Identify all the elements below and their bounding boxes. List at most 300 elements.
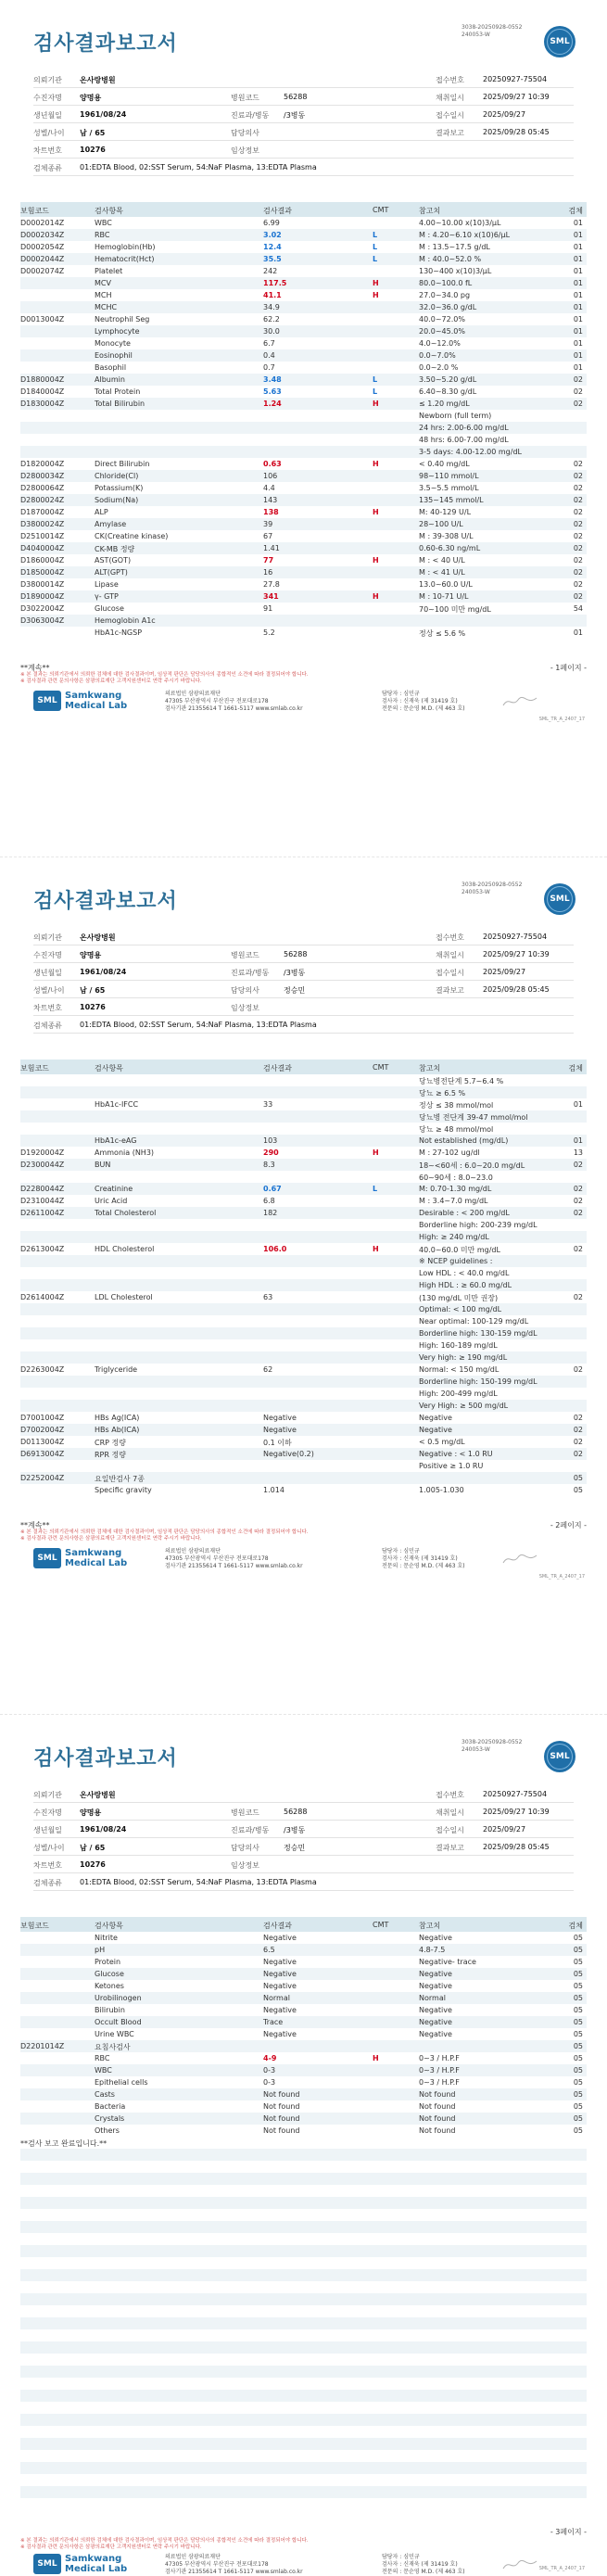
result-flag: L (373, 375, 378, 384)
table-row (20, 458, 587, 470)
test-result: 3.02 (263, 231, 282, 239)
specimen-code: 01 (573, 1100, 583, 1109)
specimen-code: 02 (573, 484, 583, 492)
table-row (20, 1992, 587, 2004)
test-name: Urobilinogen (95, 1994, 142, 2002)
insurance-code: D2611004Z (20, 1209, 65, 1217)
specimen-code: 02 (573, 1414, 583, 1422)
signatories: 담당자 : 심민규 검사자 : 신재욱 (제 31419 호) 전문의 : 문순영 M.D. (제 463 호) (382, 691, 465, 712)
test-name: HBs Ag(ICA) (95, 1414, 140, 1422)
info-label: 접수번호 (436, 76, 464, 84)
info-label: 임상정보 (231, 146, 259, 155)
test-name: HDL Cholesterol (95, 1245, 155, 1253)
specimen-code: 01 (573, 327, 583, 336)
reference-range: Not found (419, 2090, 456, 2099)
info-received: 2025/09/27 (483, 110, 526, 119)
reference-range: M : < 41 U/L (419, 568, 465, 577)
table-row (20, 301, 587, 313)
empty-row (20, 2197, 587, 2209)
test-name: Occult Blood (95, 2018, 142, 2026)
specimen-code: 05 (573, 2030, 583, 2038)
info-label: 결과보고 (436, 1844, 464, 1852)
form-code: SML_TR_A_2407_17 (538, 1574, 585, 1580)
insurance-code: D3800024Z (20, 520, 65, 528)
test-result: Not found (263, 2126, 300, 2135)
test-result: 0.4 (263, 351, 275, 360)
info-row (33, 963, 574, 981)
test-name: MCH (95, 291, 112, 299)
test-result: 8.3 (263, 1161, 275, 1169)
reference-range: 정상 ≤ 38 mmol/mol (419, 1101, 494, 1110)
info-patient: 양명용 (80, 94, 102, 102)
insurance-code: D2800024Z (20, 496, 65, 504)
specimen-code: 02 (573, 592, 583, 601)
test-name: WBC (95, 219, 112, 227)
reference-range: M : 10-71 U/L (419, 592, 469, 601)
info-birth: 1961/08/24 (80, 1825, 127, 1834)
reference-range: 135~145 mmol/L (419, 496, 484, 504)
test-result: 1.014 (263, 1486, 285, 1494)
test-name: AST(GOT) (95, 556, 132, 565)
reference-range: 27.0~34.0 pg (419, 291, 471, 299)
info-dept: /3병동 (284, 969, 306, 977)
test-name: Casts (95, 2090, 115, 2099)
table-row (20, 1267, 587, 1279)
test-name: Ammonia (NH3) (95, 1148, 155, 1157)
specimen-code: 05 (573, 2054, 583, 2062)
result-flag: L (373, 387, 378, 396)
test-result: 67 (263, 532, 273, 540)
table-row (20, 615, 587, 627)
reference-range: High HDL : ≥ 60.0 mg/dL (419, 1281, 512, 1289)
specimen-code: 01 (573, 351, 583, 360)
table-row (20, 434, 587, 446)
test-name: Lipase (95, 580, 119, 589)
specimen-code: 05 (573, 1946, 583, 1954)
sml-logo-icon: SML (544, 883, 575, 915)
table-row (20, 313, 587, 325)
table-row (20, 1448, 587, 1460)
test-name: MCV (95, 279, 111, 287)
test-result: 106.0 (263, 1245, 287, 1253)
info-receipt_no: 20250927-75504 (483, 1790, 548, 1798)
table-row (20, 1123, 587, 1135)
empty-row (20, 2329, 587, 2341)
specimen-code: 05 (573, 2114, 583, 2123)
table-row (20, 1135, 587, 1147)
insurance-code: D1890004Z (20, 592, 65, 601)
test-name: Neutrophil Seg (95, 315, 150, 324)
empty-row (20, 2366, 587, 2378)
specimen-code: 05 (573, 2042, 583, 2050)
empty-row (20, 2161, 587, 2173)
test-name: MCHC (95, 303, 118, 311)
patient-info (33, 928, 574, 1034)
table-row (20, 1171, 587, 1183)
reference-range: 18~<60세 : 6.0~20.0 mg/dL (419, 1161, 525, 1170)
test-result: 242 (263, 267, 278, 275)
reference-range: < 0.40 mg/dL (419, 460, 470, 468)
test-result: 63 (263, 1293, 273, 1301)
specimen-code: 13 (573, 1148, 583, 1157)
test-result: 4-9 (263, 2054, 277, 2062)
lab-address: 의료법인 삼광의료재단 47305 부산광역시 부산진구 전포대로178 검사기관 21355614 T 1661-5117 www.smlab.co.kr (165, 2554, 303, 2575)
sml-logo-icon: SML (33, 1548, 61, 1568)
info-institution: 온사랑병원 (80, 1791, 116, 1799)
empty-row (20, 2438, 587, 2450)
specimen-code: 05 (573, 2078, 583, 2087)
specimen-code: 01 (573, 303, 583, 311)
insurance-code: D2800064Z (20, 484, 65, 492)
test-result: 27.8 (263, 580, 280, 589)
reference-range: ≤ 1.20 mg/dL (419, 400, 470, 408)
table-row (20, 1412, 587, 1424)
table-row (20, 566, 587, 578)
specimen-code: 02 (573, 1197, 583, 1205)
reference-range: Borderline high: 130-159 mg/dL (419, 1329, 537, 1338)
test-name: Albumin (95, 375, 125, 384)
table-row (20, 277, 587, 289)
result-flag: H (373, 400, 379, 408)
insurance-code: D1840004Z (20, 387, 65, 396)
empty-row (20, 2185, 587, 2197)
test-name: Nitrite (95, 1934, 118, 1942)
info-label: 차트번호 (33, 1004, 62, 1012)
info-label: 차트번호 (33, 1861, 62, 1870)
notice-text: ※ 본 결과는 의뢰기관에서 의뢰한 검체에 대한 검사결과이며, 임상적 판단은 담당의사의 종합적인 소견에 따라 결정되어야 합니다. ※ 검사결과 관련 문의사항은 삼광의료재단 고객지원센터로 연락 주시기 바랍니다. (20, 672, 309, 684)
sml-logo-icon: SML (544, 1741, 575, 1772)
insurance-code: D0113004Z (20, 1438, 65, 1446)
notice-text: ※ 본 결과는 의뢰기관에서 의뢰한 검체에 대한 검사결과이며, 임상적 판단은 담당의사의 종합적인 소견에 따라 결정되어야 합니다. ※ 검사결과 관련 문의사항은 삼광의료재단 고객지원센터로 연락 주시기 바랍니다. (20, 2538, 309, 2550)
test-result: 16 (263, 568, 273, 577)
reference-range: Negative (419, 1970, 452, 1978)
reference-range: 28~100 U/L (419, 520, 463, 528)
table-row (20, 518, 587, 530)
reference-range: 0~3 / H.P.F (419, 2066, 460, 2075)
info-dept: /3병동 (284, 111, 306, 120)
info-row (33, 106, 574, 123)
insurance-code: D2263004Z (20, 1365, 65, 1374)
table-row (20, 554, 587, 566)
empty-row (20, 2462, 587, 2474)
table-row (20, 229, 587, 241)
results-table (20, 202, 587, 639)
table-row (20, 337, 587, 349)
specimen-code: 02 (573, 1245, 583, 1253)
insurance-code: D2201014Z (20, 2042, 65, 2050)
result-flag: H (373, 592, 379, 601)
specimen-code: 05 (573, 1934, 583, 1942)
reference-range: Borderline high: 200-239 mg/dL (419, 1221, 537, 1229)
specimen-code: 01 (573, 628, 583, 637)
empty-row (20, 2281, 587, 2293)
test-name: Creatinine (95, 1185, 133, 1193)
result-flag: H (373, 2054, 379, 2062)
reference-range: < 0.5 mg/dL (419, 1438, 465, 1446)
info-row (33, 945, 574, 963)
test-name: Lymphocyte (95, 327, 140, 336)
test-result: 4.4 (263, 484, 275, 492)
specimen-code: 02 (573, 508, 583, 516)
info-label: 검체종류 (33, 1879, 62, 1887)
reference-range: 80.0~100.0 fL (419, 279, 473, 287)
reference-range: 1.005-1.030 (419, 1486, 464, 1494)
specimen-code: 05 (573, 2066, 583, 2075)
reference-range: 32.0~36.0 g/dL (419, 303, 477, 311)
specimen-code: 01 (573, 219, 583, 227)
reference-range: 0~3 / H.P.F (419, 2078, 460, 2087)
reference-range: Negative (419, 1934, 452, 1942)
test-name: CRP 정량 (95, 1439, 126, 1447)
reference-range: Normal: < 150 mg/dL (419, 1365, 500, 1374)
specimen-code: 05 (573, 2006, 583, 2014)
test-result: Negative (263, 1426, 297, 1434)
info-label: 수진자명 (33, 951, 62, 959)
lab-name: Samkwang Medical Lab (65, 1548, 128, 1568)
test-result: 33 (263, 1100, 273, 1109)
test-result: 30.0 (263, 327, 280, 336)
info-patient: 양명용 (80, 1808, 102, 1817)
specimen-code: 05 (573, 2102, 583, 2111)
table-row (20, 2088, 587, 2100)
document-code: 3038-20250928-0552 240053-W (462, 882, 523, 895)
table-row (20, 1315, 587, 1327)
insurance-code: D1920004Z (20, 1148, 65, 1157)
test-name: HbA1c-eAG (95, 1136, 137, 1145)
table-row (20, 1255, 587, 1267)
reference-range: 40.0~72.0% (419, 315, 465, 324)
test-name: γ- GTP (95, 592, 119, 601)
reference-range: M : 3.4~7.0 mg/dL (419, 1197, 488, 1205)
continue-marker: **계속** (20, 664, 50, 672)
empty-row (20, 2426, 587, 2438)
test-result: Not found (263, 2102, 300, 2111)
reference-range: Newborn (full term) (419, 412, 492, 420)
info-label: 담당의사 (231, 1844, 259, 1852)
reference-range: 0.60-6.30 ng/mL (419, 544, 481, 552)
info-row (33, 159, 574, 176)
table-header: 보험코드 검사항목 검사결과 CMT 참고치 검체 (20, 202, 587, 217)
info-row (33, 1856, 574, 1873)
table-row (20, 578, 587, 590)
test-name: Basophil (95, 363, 127, 372)
empty-row (20, 2305, 587, 2317)
info-specimen: 01:EDTA Blood, 02:SST Serum, 54:NaF Plasma, 13:EDTA Plasma (80, 1021, 317, 1029)
reference-range: Not found (419, 2102, 456, 2111)
test-result: 341 (263, 592, 279, 601)
table-row (20, 1424, 587, 1436)
reference-range: 4.00~10.00 x(10)3/μL (419, 219, 501, 227)
table-row (20, 1472, 587, 1484)
info-row (33, 1838, 574, 1856)
empty-row (20, 2269, 587, 2281)
info-row (33, 1803, 574, 1821)
table-row (20, 494, 587, 506)
info-label: 진료과/병동 (231, 111, 270, 120)
empty-row (20, 2498, 587, 2510)
table-row (20, 1074, 587, 1086)
info-label: 검체종류 (33, 1022, 62, 1030)
test-result: Not found (263, 2114, 300, 2123)
info-hospital_code: 56288 (284, 950, 308, 958)
table-row (20, 1339, 587, 1351)
table-row (20, 1944, 587, 1956)
test-result: 12.4 (263, 243, 282, 251)
table-row (20, 1932, 587, 1944)
empty-row (20, 2390, 587, 2402)
info-receipt_no: 20250927-75504 (483, 75, 548, 83)
reference-range: Very High: ≥ 500 mg/dL (419, 1402, 509, 1410)
test-result: 182 (263, 1209, 278, 1217)
test-name: Hematocrit(Hct) (95, 255, 155, 263)
insurance-code: D2252004Z (20, 1474, 65, 1482)
result-flag: H (373, 556, 379, 565)
table-row (20, 1086, 587, 1098)
report-title: 검사결과보고서 (33, 32, 178, 56)
reference-range: 4.0~12.0% (419, 339, 461, 348)
test-result: 5.2 (263, 628, 275, 637)
test-name: Total Protein (95, 387, 141, 396)
test-result: Negative(0.2) (263, 1450, 314, 1458)
info-label: 병원코드 (231, 94, 259, 102)
table-row (20, 1436, 587, 1448)
specimen-code: 02 (573, 1426, 583, 1434)
continue-marker: **계속** (20, 1521, 50, 1529)
reference-range: M : 40.0~52.0 % (419, 255, 482, 263)
test-name: BUN (95, 1161, 111, 1169)
info-label: 진료과/병동 (231, 969, 270, 977)
test-result: 143 (263, 496, 278, 504)
test-result: 0.1 이하 (263, 1439, 292, 1447)
sml-logo-icon: SML (544, 26, 575, 57)
info-row (33, 1821, 574, 1838)
insurance-code: D1820004Z (20, 460, 65, 468)
test-name: ALP (95, 508, 108, 516)
info-reported: 2025/09/28 05:45 (483, 128, 550, 136)
info-doctor: 정승민 (284, 1844, 306, 1852)
specimen-code: 02 (573, 1450, 583, 1458)
empty-row (20, 2173, 587, 2185)
table-row (20, 241, 587, 253)
specimen-code: 02 (573, 580, 583, 589)
table-row (20, 1098, 587, 1110)
info-row (33, 998, 574, 1016)
result-flag: H (373, 1148, 379, 1157)
test-result: 6.8 (263, 1197, 275, 1205)
table-row (20, 603, 587, 615)
form-code: SML_TR_A_2407_17 (538, 717, 585, 722)
specimen-code: 01 (573, 231, 583, 239)
test-name: RBC (95, 231, 110, 239)
empty-row (20, 2341, 587, 2354)
specimen-code: 01 (573, 255, 583, 263)
info-collected: 2025/09/27 10:39 (483, 93, 550, 101)
empty-row (20, 2245, 587, 2257)
test-name: CK-MB 정량 (95, 545, 135, 553)
test-name: Hemoglobin(Hb) (95, 243, 156, 251)
reference-range: Borderline high: 150-199 mg/dL (419, 1377, 537, 1386)
test-name: Platelet (95, 267, 123, 275)
specimen-code: 02 (573, 1293, 583, 1301)
empty-row (20, 2378, 587, 2390)
reference-range: (130 mg/dL 미만 권장) (419, 1294, 499, 1302)
result-flag: L (373, 243, 378, 251)
test-result: 91 (263, 604, 273, 613)
insurance-code: D1880004Z (20, 375, 65, 384)
table-row (20, 325, 587, 337)
test-name: Uric Acid (95, 1197, 128, 1205)
insurance-code: D2614004Z (20, 1293, 65, 1301)
info-label: 차트번호 (33, 146, 62, 155)
table-row (20, 2004, 587, 2016)
table-row (20, 362, 587, 374)
reference-range: 0.0~7.0% (419, 351, 456, 360)
info-birth: 1961/08/24 (80, 110, 127, 119)
document-code: 3038-20250928-0552 240053-W (462, 24, 523, 38)
reference-range: Low HDL : < 40.0 mg/dL (419, 1269, 510, 1277)
info-institution: 온사랑병원 (80, 76, 116, 84)
info-label: 의뢰기관 (33, 1791, 62, 1799)
test-result: Negative (263, 1982, 297, 1990)
specimen-code: 05 (573, 1958, 583, 1966)
reference-range: 4.8-7.5 (419, 1946, 446, 1954)
reference-range: 당뇨 ≥ 48 mmol/mol (419, 1125, 494, 1134)
info-label: 성별/나이 (33, 129, 65, 137)
reference-range: Desirable : < 200 mg/dL (419, 1209, 510, 1217)
specimen-code: 01 (573, 279, 583, 287)
specimen-code: 05 (573, 1994, 583, 2002)
signatories: 담당자 : 심민규 검사자 : 신재욱 (제 31419 호) 전문의 : 문순영 M.D. (제 463 호) (382, 2554, 465, 2575)
reference-range: Negative (419, 2018, 452, 2026)
report-page (0, 857, 607, 1715)
test-name: Protein (95, 1958, 121, 1966)
table-row (20, 1968, 587, 1980)
specimen-code: 05 (573, 1486, 583, 1494)
insurance-code: D2280044Z (20, 1185, 65, 1193)
end-of-report: **검사 보고 완료입니다.** (20, 2139, 107, 2148)
insurance-code: D3063004Z (20, 616, 65, 625)
table-row (20, 2113, 587, 2125)
table-row (20, 1460, 587, 1472)
test-result: Negative (263, 1934, 297, 1942)
report-page (0, 0, 607, 857)
info-label: 담당의사 (231, 129, 259, 137)
table-row (20, 289, 587, 301)
reference-range: Negative (419, 1426, 452, 1434)
table-row (20, 1279, 587, 1291)
test-result: 0-3 (263, 2078, 276, 2087)
reference-range: 0~3 / H.P.F (419, 2054, 460, 2062)
table-row (20, 1400, 587, 1412)
info-birth: 1961/08/24 (80, 968, 127, 976)
table-row (20, 398, 587, 410)
reference-range: Negative (419, 1414, 452, 1422)
test-result: 1.41 (263, 544, 280, 552)
info-label: 수진자명 (33, 94, 62, 102)
empty-row (20, 2209, 587, 2221)
test-result: 1.24 (263, 400, 282, 408)
info-chart: 10276 (80, 146, 106, 154)
reference-range: M: 40-129 U/L (419, 508, 472, 516)
info-hospital_code: 56288 (284, 1808, 308, 1816)
empty-row (20, 2293, 587, 2305)
reference-range: 70~100 미만 mg/dL (419, 605, 491, 614)
report-title: 검사결과보고서 (33, 1747, 178, 1770)
reference-range: Normal (419, 1994, 446, 2002)
table-row (20, 386, 587, 398)
reference-range: 13.0~60.0 U/L (419, 580, 473, 589)
table-row (20, 1110, 587, 1123)
